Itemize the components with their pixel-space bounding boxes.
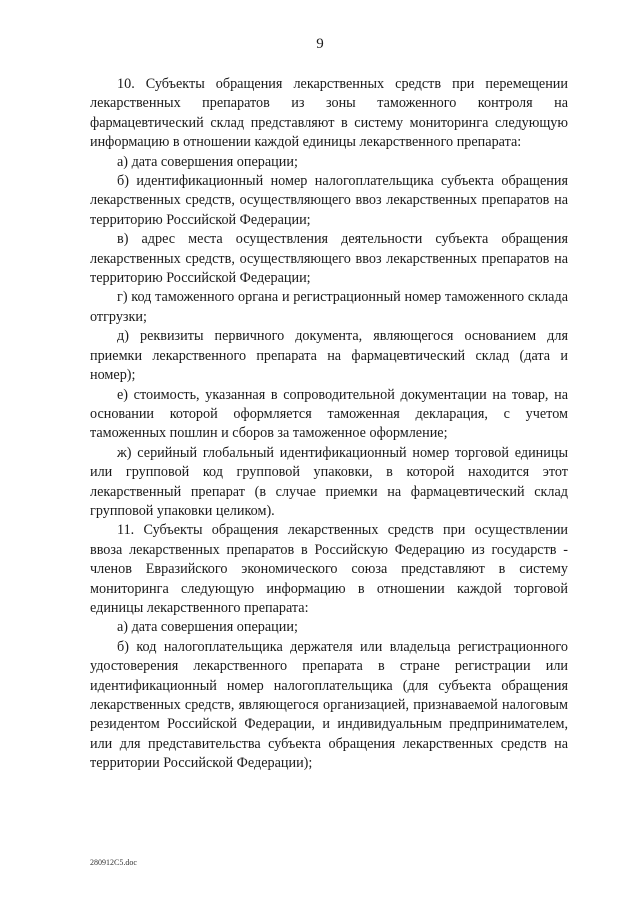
paragraph: е) стоимость, указанная в сопроводительной документации на товар, на основании которой оформляется таможенная декларация, с учетом таможенных пошлин и сборов за таможенное оформление; [90,386,568,442]
document-body [90,75,568,774]
paragraph: а) дата совершения операции; [117,153,298,170]
paragraph: б) код налогоплательщика держателя или владельца регистрационного удостоверения лекарственного препарата в стране регистрации или идентификационный номер налогоплательщика (для субъекта обращения лекарственных средств, являющегося организацией, признаваемой налоговым резидентом Российской Федерации, и индивидуальным предпринимателем, или для представительства субъекта обращения лекарственных средств на территории Российской Федерации); [90,638,568,772]
file-footer: 280912С5.doc [90,858,137,867]
paragraph: в) адрес места осуществления деятельности субъекта обращения лекарственных средств, осуществляющего ввоз лекарственных препаратов на территорию Российской Федерации; [90,231,568,287]
paragraph: 10. Субъекты обращения лекарственных средств при перемещении лекарственных препаратов из зоны таможенного контроля на фармацевтический склад представляют в систему мониторинга следующую информацию в отношении каждой единицы лекарственного препарата: [90,76,568,151]
paragraph: б) идентификационный номер налогоплательщика субъекта обращения лекарственных средств, осуществляющего ввоз лекарственных препаратов на территорию Российской Федерации; [90,173,568,228]
paragraph: а) дата совершения операции; [117,619,298,636]
paragraph: ж) серийный глобальный идентификационный номер торговой единицы или групповой код групповой упаковки, в которой находится этот лекарственный препарат (в случае приемки на фармацевтический склад групповой упаковки целиком). [90,444,568,519]
paragraph: г) код таможенного органа и регистрационный номер таможенного склада отгрузки; [90,289,568,325]
paragraph: д) реквизиты первичного документа, являющегося основанием для приемки лекарственного препарата на фармацевтический склад (дата и номер); [90,328,568,384]
paragraph: 11. Субъекты обращения лекарственных средств при осуществлении ввоза лекарственных препаратов в Российскую Федерацию из государств - членов Евразийского экономического союза представляют в систему мониторинга следующую информацию в отношении каждой торговой единицы лекарственного препарата: [90,522,568,616]
page-number: 9 [316,36,324,52]
